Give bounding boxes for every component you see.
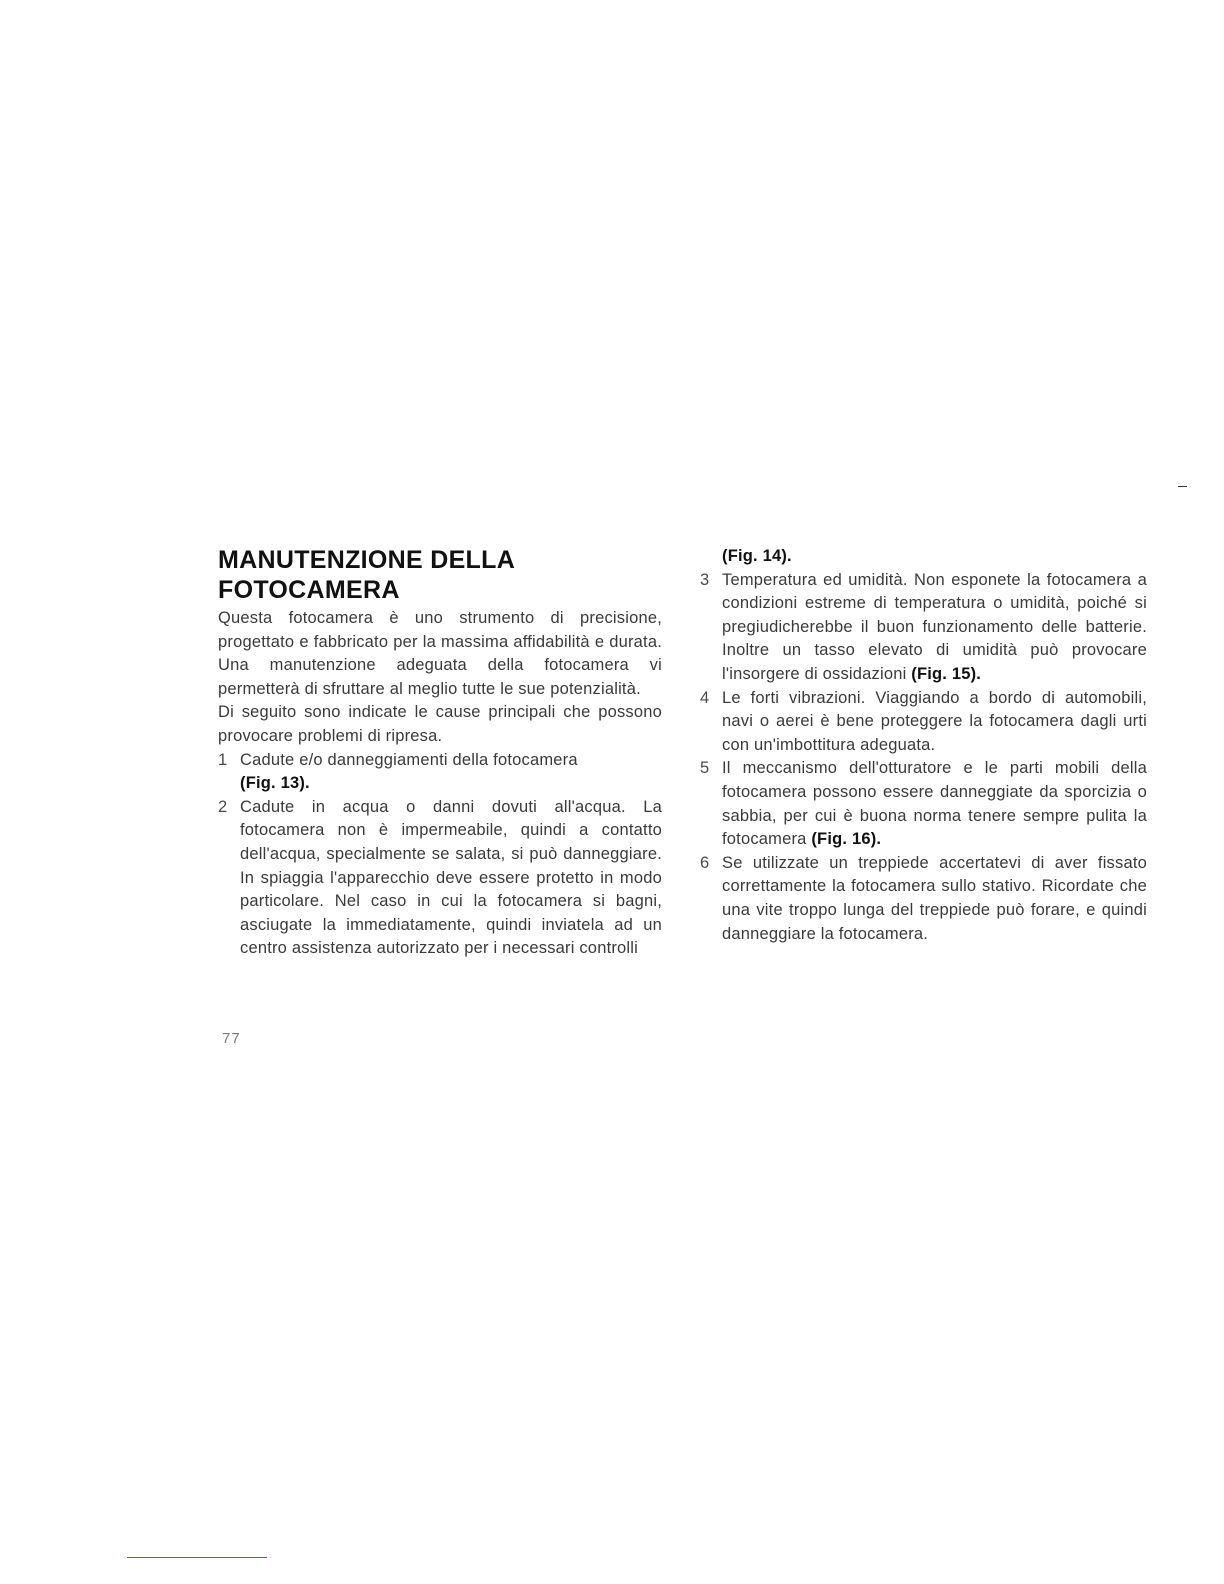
list-item-2 [218,796,662,961]
figure-reference: (Fig. 15). [911,664,982,683]
heading-line-1: MANUTENZIONE DELLA [218,546,516,574]
heading-line-2: FOTOCAMERA [218,576,400,604]
item-number: 5 [700,759,710,778]
scan-mark [1178,486,1187,487]
item-number: 4 [700,688,710,707]
section-heading [218,545,662,605]
item-text: Cadute in acqua o danni dovuti all'acqua. La fotocamera non è impermeabile, quindi a contatto dell'acqua, specialmente se salata, si può danneggiare. In spiaggia l'apparecchio deve essere protetto in modo particolare. Nel caso in cui la fotocamera si bagni, asciugate la immediatamente, quindi inviatela ad un centro assistenza autorizzato per i necessari controlli [240,797,662,958]
page-number: 77 [222,1030,241,1047]
item-text: Il meccanismo dell'otturatore e le parti mobili della fotocamera possono essere danneggiate da sporcizia o sabbia, per cui è buona norma tenere sempre pulita la fotocamera [722,759,1147,849]
item-number: 3 [700,570,710,589]
list-item-3 [700,569,1147,687]
item-text: Le forti vibrazioni. Viaggiando a bordo di automobili, navi o aerei è bene proteggere la fotocamera dagli urti con un'imbottitura adeguata. [722,688,1147,754]
intro-paragraph: Questa fotocamera è uno strumento di precisione, progettato e fabbricato per la massima affidabilità e durata. Una manutenzione adeguata della fotocamera vi permetterà di sfruttare al meglio tutte le sue potenzialità. [218,609,662,698]
figure-reference-continued: (Fig. 14). [722,547,792,565]
list-item-1 [218,749,662,796]
list-item-5 [700,757,1147,851]
figure-reference: (Fig. 13). [240,774,310,793]
item-text: Cadute e/o danneggiamenti della fotocamera [240,750,578,769]
causes-intro-paragraph: Di seguito sono indicate le cause principali che possono provocare problemi di ripresa. [218,703,662,745]
item-number: 6 [700,853,710,872]
item-number: 1 [218,750,228,769]
right-column [700,545,1147,946]
figure-reference: (Fig. 16). [811,830,882,849]
bottom-rule [127,1557,267,1558]
item-text: Temperatura ed umidità. Non esponete la fotocamera a condizioni estreme di temperatura o umidità, poiché si pregiudicherebbe il buon funzionamento delle batterie. Inoltre un tasso elevato di umidità può provocare l'insorgere di ossidazioni [722,570,1147,683]
item-text: Se utilizzate un treppiede accertatevi di aver fissato correttamente la fotocamera sullo stativo. Ricordate che una vite troppo lunga del treppiede può forare, e quindi danneggiare la fotocamera. [722,853,1147,943]
list-item-4 [700,687,1147,758]
item-number: 2 [218,797,228,816]
left-column [218,545,662,961]
list-item-6 [700,852,1147,946]
